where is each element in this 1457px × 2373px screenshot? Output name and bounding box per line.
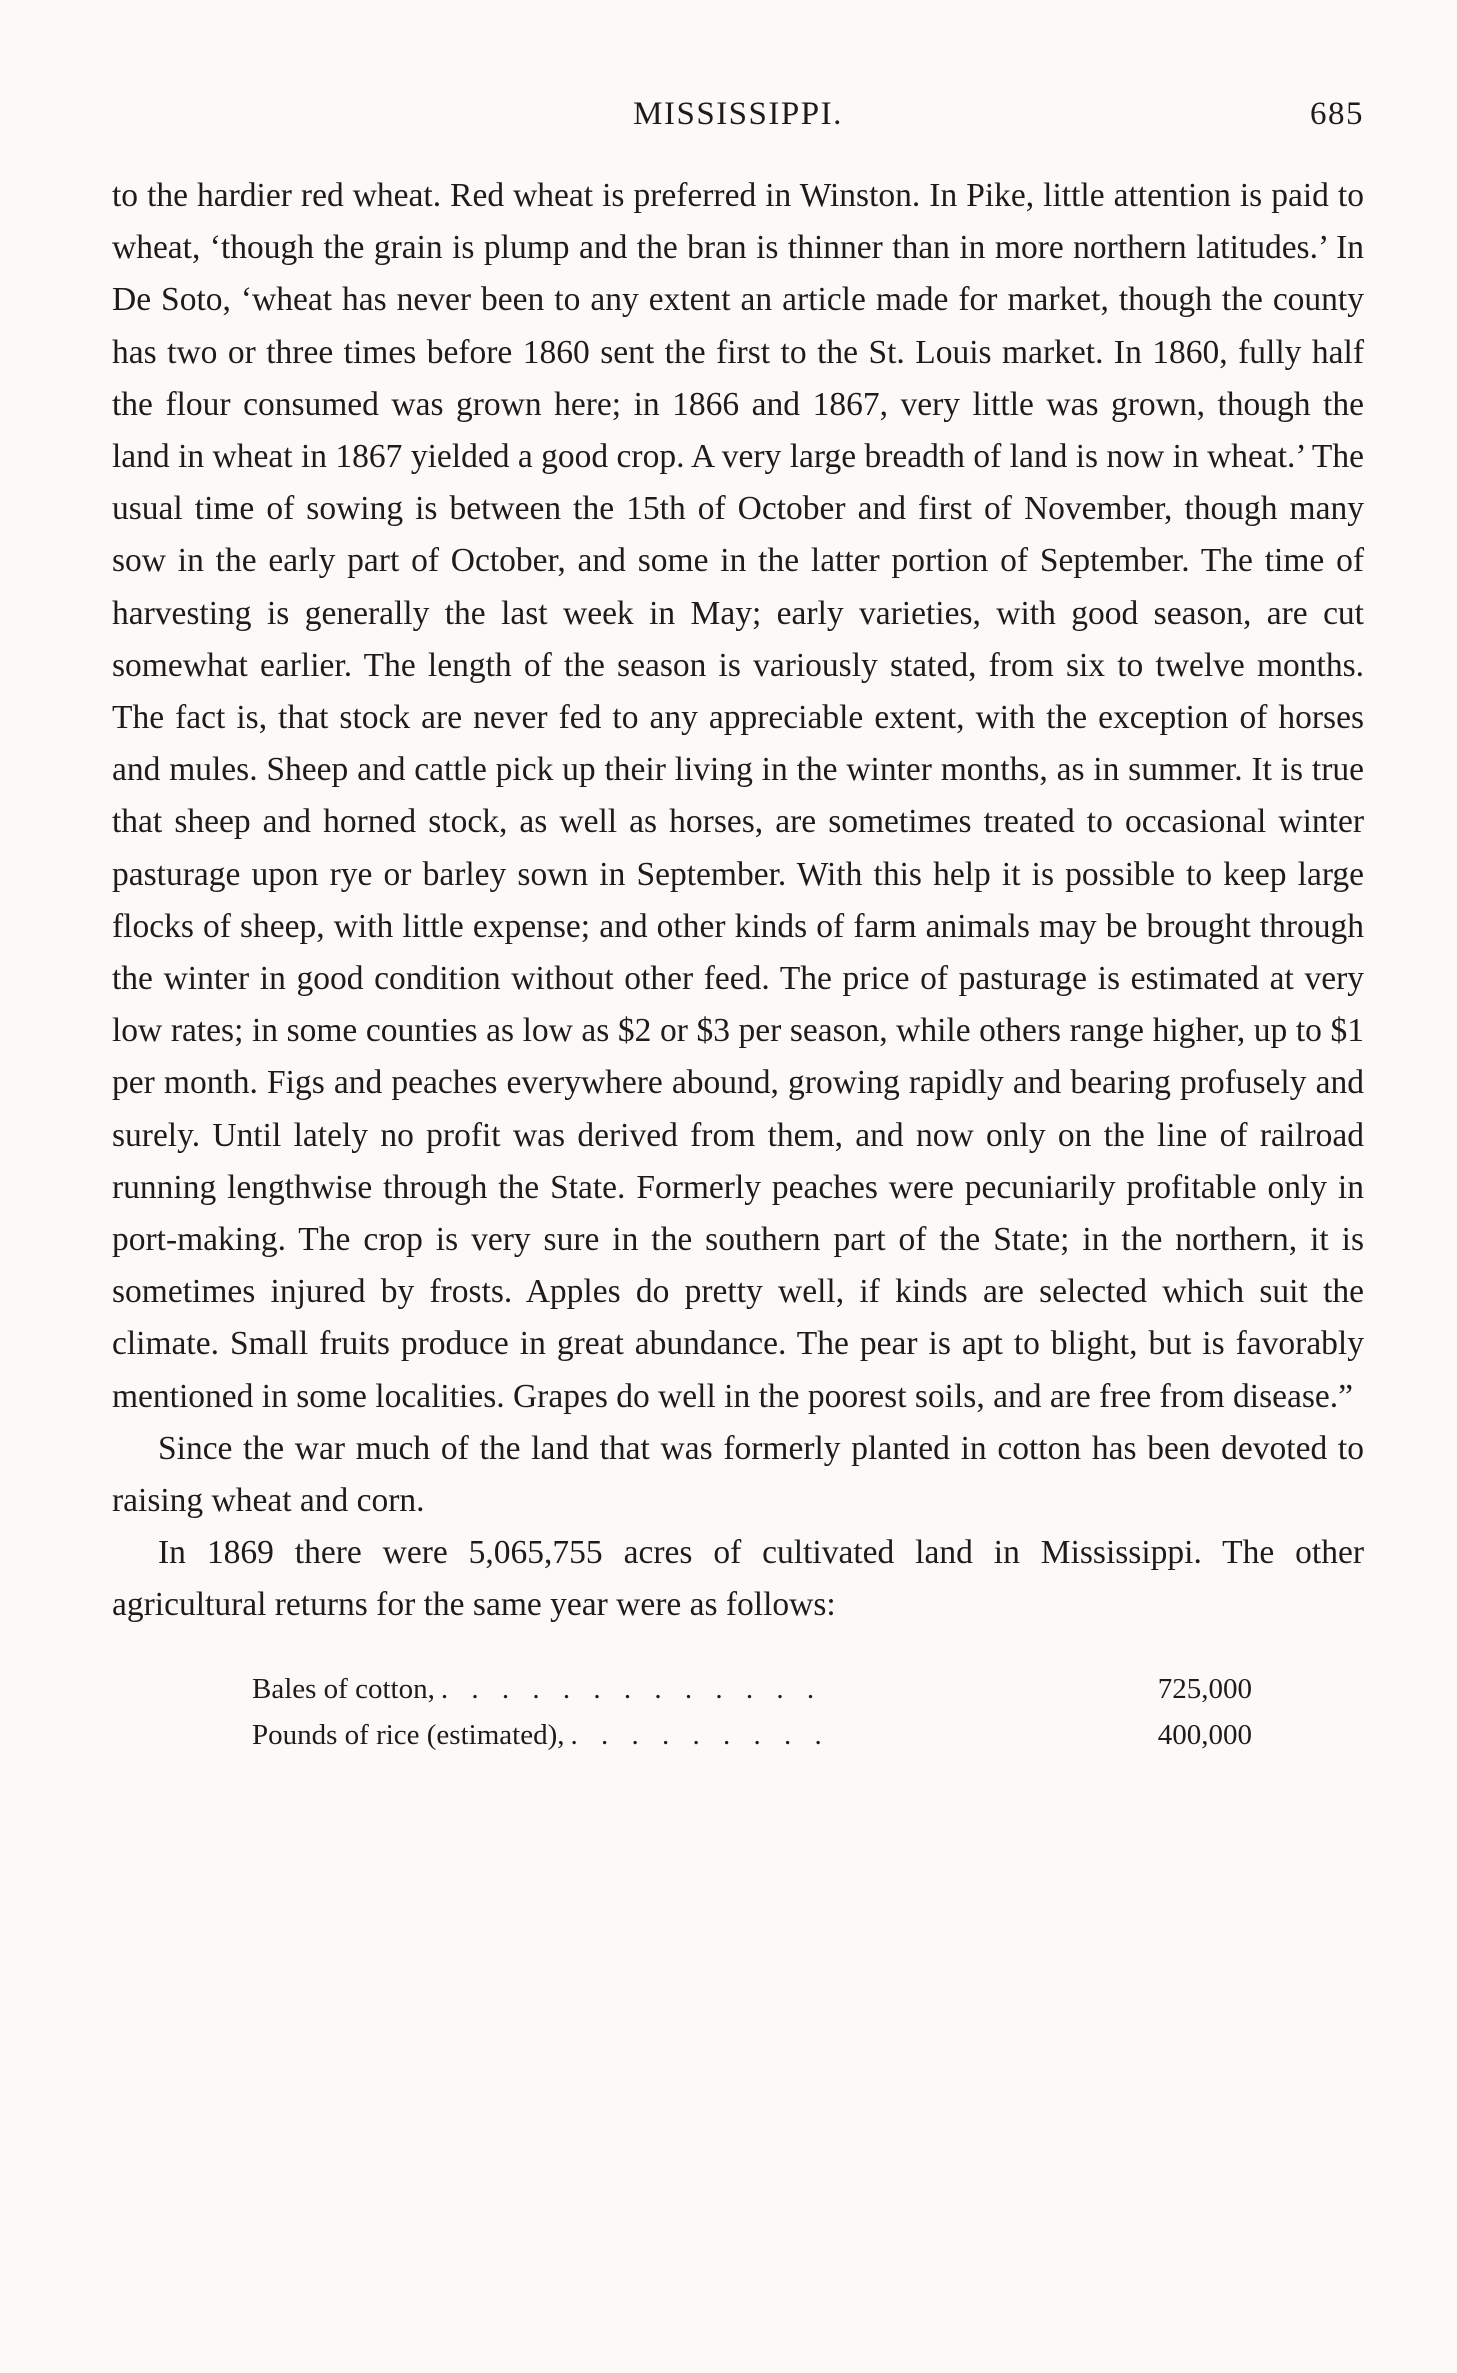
running-title: MISSISSIPPI. (633, 96, 843, 132)
paragraph-1869-returns: In 1869 there were 5,065,755 acres of cultivated land in Mississippi. The other agricultural returns for the same year were as follows: (112, 1534, 1364, 1624)
return-value: 400,000 (1157, 1718, 1252, 1751)
table-row (252, 1712, 1252, 1758)
running-head (112, 96, 1364, 140)
return-label: Pounds of rice (estimated), (252, 1718, 565, 1751)
table-row (252, 1666, 1252, 1712)
page-number: 685 (1310, 96, 1364, 132)
body-text (112, 170, 1364, 1632)
dot-leader: . . . . . . . . . . . . . (440, 1672, 823, 1705)
paragraph-continued: to the hardier red wheat. Red wheat is preferred in Winston. In Pike, little attention is paid to wheat, ‘though the grain is plump and the bran is thinner than in more northern latitudes.’ In De Soto, ‘wheat has never been to any extent an article made for market, though the county has two or three times before 1860 sent the first to the St. Louis market. In 1860, fully half the flour consumed was grown here; in 1866 and 1867, very little was grown, though the land in wheat in 1867 yielded a good crop. A very large breadth of land is now in wheat.’ The usual time of sowing is between the 15th of October and first of November, though many sow in the early part of October, and some in the latter portion of September. The time of harvesting is generally the last week in May; early varieties, with good season, are cut somewhat earlier. The length of the season is variously stated, from six to twelve months. The fact is, that stock are never fed to any appreciable extent, with the exception of horses and mules. Sheep and cattle pick up their living in the winter months, as in summer. It is true that sheep and horned stock, as well as horses, are sometimes treated to occasional winter pasturage upon rye or barley sown in September. With this help it is possible to keep large flocks of sheep, with little expense; and other kinds of farm animals may be brought through the winter in good condition without other feed. The price of pasturage is estimated at very low rates; in some counties as low as $2 or $3 per season, while others range higher, up to $1 per month. Figs and peaches everywhere abound, growing rapidly and bearing profusely and surely. Until lately no profit was derived from them, and now only on the line of railroad running lengthwise through the State. Formerly peaches were pecuniarily profitable only in port-making. The crop is very sure in the southern part of the State; in the northern, it is sometimes injured by frosts. Apples do pretty well, if kinds are selected which suit the climate. Small fruits produce in great abundance. The pear is apt to blight, but is favorably mentioned in some localities. Grapes do well in the poorest soils, and are free from disease.” (112, 177, 1364, 1415)
book-page (112, 96, 1364, 1758)
return-value: 725,000 (1157, 1672, 1252, 1705)
dot-leader: . . . . . . . . . (570, 1718, 830, 1751)
return-label: Bales of cotton, (252, 1672, 435, 1705)
returns-table (252, 1666, 1252, 1758)
paragraph-war: Since the war much of the land that was formerly planted in cotton has been devoted to raising wheat and corn. (112, 1429, 1364, 1520)
